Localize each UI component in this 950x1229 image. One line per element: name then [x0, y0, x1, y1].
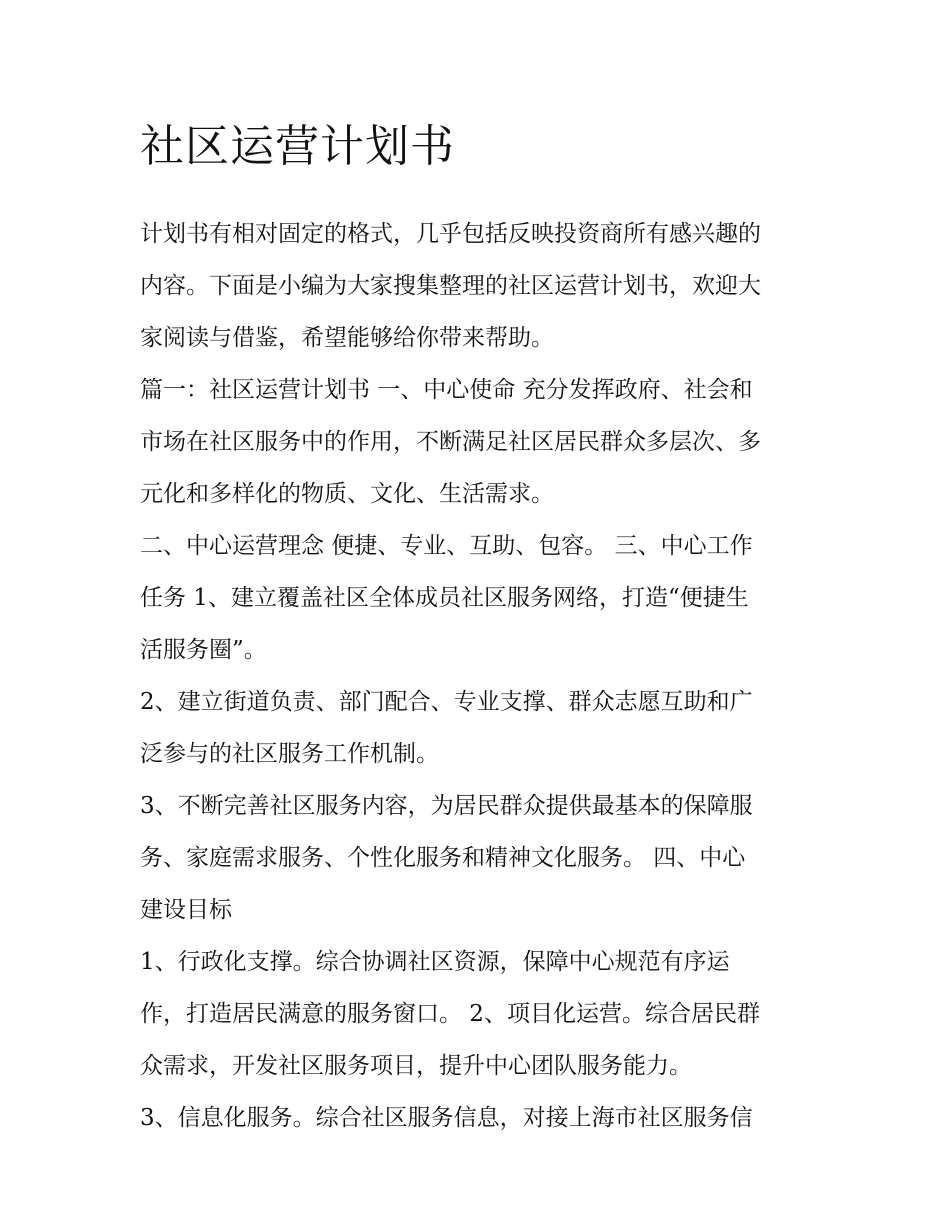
- body-line: 3、信息化服务。综合社区服务信息，对接上海市社区服务信: [140, 1105, 753, 1131]
- body-line: 市场在社区服务中的作用，不断满足社区居民群众多层次、多: [140, 429, 761, 455]
- body-line: 元化和多样化的物质、文化、生活需求。: [140, 481, 554, 507]
- body-line: 计划书有相对固定的格式，几乎包括反映投资商所有感兴趣的: [140, 221, 761, 247]
- body-line: 3、不断完善社区服务内容，为居民群众提供最基本的保障服: [140, 793, 753, 819]
- document-content: [140, 112, 820, 1144]
- body-line: 建设目标: [140, 897, 232, 923]
- body-line: 家阅读与借鉴，希望能够给你带来帮助。: [140, 325, 554, 351]
- body-line: 众需求，开发社区服务项目，提升中心团队服务能力。: [140, 1053, 692, 1079]
- body-line: 1、行政化支撑。综合协调社区资源，保障中心规范有序运: [140, 949, 730, 975]
- body-line: 泛参与的社区服务工作机制。: [140, 741, 439, 767]
- body-line: 任务 1、建立覆盖社区全体成员社区服务网络，打造“便捷生: [140, 585, 749, 611]
- document-title: 社区运营计划书: [140, 121, 455, 172]
- body-line: 篇一：社区运营计划书 一、中心使命 充分发挥政府、社会和: [140, 377, 753, 403]
- body-line: 务、家庭需求服务、个性化服务和精神文化服务。 四、中心: [140, 845, 746, 871]
- body-line: 2、建立街道负责、部门配合、专业支撑、群众志愿互助和广: [140, 689, 753, 715]
- body-line: 作，打造居民满意的服务窗口。 2、项目化运营。综合居民群: [140, 1001, 760, 1027]
- body-line: 内容。下面是小编为大家搜集整理的社区运营计划书，欢迎大: [140, 273, 761, 299]
- document-body: [140, 208, 820, 1144]
- body-line: 二、中心运营理念 便捷、专业、互助、包容。 三、中心工作: [140, 533, 753, 559]
- body-line: 活服务圈”。: [140, 637, 267, 663]
